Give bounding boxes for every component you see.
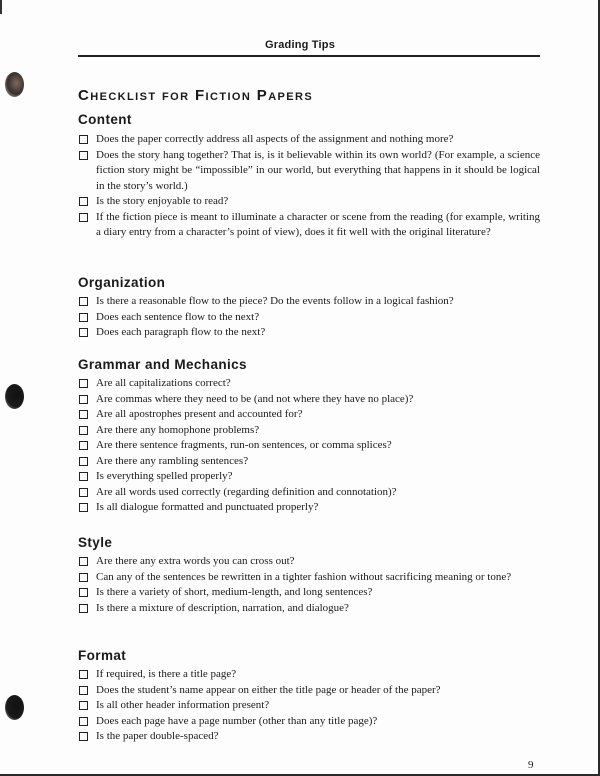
checkbox[interactable] (79, 213, 88, 222)
item-text: Are all capitalizations correct? (96, 377, 231, 389)
section-heading-content: Content (78, 112, 132, 127)
item-text: Can any of the sentences be rewritten in a tighter fashion without sacrificing meaning or tone? (96, 570, 512, 583)
list-item (78, 585, 540, 601)
checkbox[interactable] (79, 732, 88, 741)
running-header: Grading Tips (264, 39, 336, 51)
checkbox[interactable] (79, 395, 88, 404)
list-item (78, 376, 540, 392)
checkbox[interactable] (79, 197, 88, 206)
binder-hole-middle (5, 384, 24, 409)
checkbox[interactable] (79, 670, 88, 679)
checkbox[interactable] (79, 457, 88, 466)
item-text: Is the story enjoyable to read? (96, 195, 229, 207)
checkbox[interactable] (79, 717, 88, 726)
item-text: Are all words used correctly (regarding definition and connotation)? (96, 485, 397, 498)
item-text: Are there any rambling sentences? (96, 454, 249, 467)
item-text: Does each page have a page number (other than any title page)? (96, 714, 378, 727)
list-item (78, 698, 540, 714)
checkbox[interactable] (79, 686, 88, 695)
checkbox[interactable] (79, 297, 88, 306)
list-item (78, 454, 540, 470)
section-heading-style: Style (78, 535, 113, 550)
checkbox[interactable] (79, 151, 88, 160)
list-item (78, 210, 540, 241)
list-item (78, 570, 540, 586)
item-text: Is the paper double-spaced? (96, 730, 219, 742)
item-text: Are commas where they need to be (and not where they have no place)? (96, 392, 414, 405)
page-number: 9 (528, 759, 534, 771)
checkbox[interactable] (79, 313, 88, 322)
list-item (78, 423, 540, 439)
item-text: Is there a mixture of description, narration, and dialogue? (96, 601, 349, 614)
list-item (78, 294, 540, 310)
list-item (78, 392, 540, 408)
list-item (78, 729, 540, 745)
list-item (78, 683, 540, 699)
binder-hole-bottom (5, 695, 24, 720)
checklist-organization (78, 294, 540, 341)
checkbox[interactable] (79, 410, 88, 419)
list-item (78, 148, 540, 195)
checklist-grammar (78, 376, 540, 516)
checkbox[interactable] (79, 441, 88, 450)
list-item (78, 310, 540, 326)
item-text: Does the paper correctly address all aspects of the assignment and nothing more? (96, 133, 454, 145)
item-text: Are there any extra words you can cross out? (96, 555, 295, 567)
corner-mark (0, 0, 2, 14)
item-text: Is there a reasonable flow to the piece? Do the events follow in a logical fashion? (96, 295, 454, 307)
checkbox[interactable] (79, 557, 88, 566)
list-item (78, 194, 540, 210)
item-text: Is everything spelled properly? (96, 470, 233, 482)
item-text: If required, is there a title page? (96, 668, 237, 680)
checkbox[interactable] (79, 426, 88, 435)
checkbox[interactable] (79, 701, 88, 710)
section-heading-grammar: Grammar and Mechanics (78, 357, 247, 372)
header-rule (78, 55, 540, 57)
section-heading-format: Format (78, 648, 127, 663)
page-title: Checklist for Fiction Papers (78, 87, 314, 104)
item-text: Are all apostrophes present and accounted for? (96, 408, 303, 420)
list-item (78, 325, 540, 341)
list-item (78, 554, 540, 570)
item-text: Does the story hang together? That is, is it believable within its own world? (For example, a science fiction story might be “impossible” in our world, but everything that happens in it should be logical in the story’s world.) (96, 148, 540, 192)
item-text: Is all dialogue formatted and punctuated properly? (96, 501, 319, 513)
item-text: Does each paragraph flow to the next? (96, 326, 266, 338)
checkbox[interactable] (79, 573, 88, 582)
checkbox[interactable] (79, 328, 88, 337)
item-text: If the fiction piece is meant to illuminate a character or scene from the reading (for example, writing a diary entry from a character’s point of view), does it fit well with the original literature? (96, 210, 540, 238)
list-item (78, 407, 540, 423)
list-item (78, 485, 540, 501)
list-item (78, 667, 540, 683)
checkbox[interactable] (79, 503, 88, 512)
item-text: Does the student’s name appear on either the title page or header of the paper? (96, 683, 441, 696)
list-item (78, 714, 540, 730)
checkbox[interactable] (79, 604, 88, 613)
checklist-style (78, 554, 540, 616)
list-item (78, 500, 540, 516)
checkbox[interactable] (79, 135, 88, 144)
list-item (78, 132, 540, 148)
item-text: Are there sentence fragments, run-on sentences, or comma splices? (96, 439, 392, 451)
checkbox[interactable] (79, 472, 88, 481)
list-item (78, 469, 540, 485)
binder-hole-top (5, 72, 24, 97)
item-text: Does each sentence flow to the next? (96, 310, 260, 323)
checklist-format (78, 667, 540, 745)
list-item (78, 438, 540, 454)
checkbox[interactable] (79, 588, 88, 597)
item-text: Are there any homophone problems? (96, 423, 260, 436)
checkbox[interactable] (79, 379, 88, 388)
item-text: Is there a variety of short, medium-length, and long sentences? (96, 586, 373, 598)
item-text: Is all other header information present? (96, 699, 270, 711)
checkbox[interactable] (79, 488, 88, 497)
section-heading-organization: Organization (78, 275, 166, 290)
list-item (78, 601, 540, 617)
checklist-content (78, 132, 540, 241)
